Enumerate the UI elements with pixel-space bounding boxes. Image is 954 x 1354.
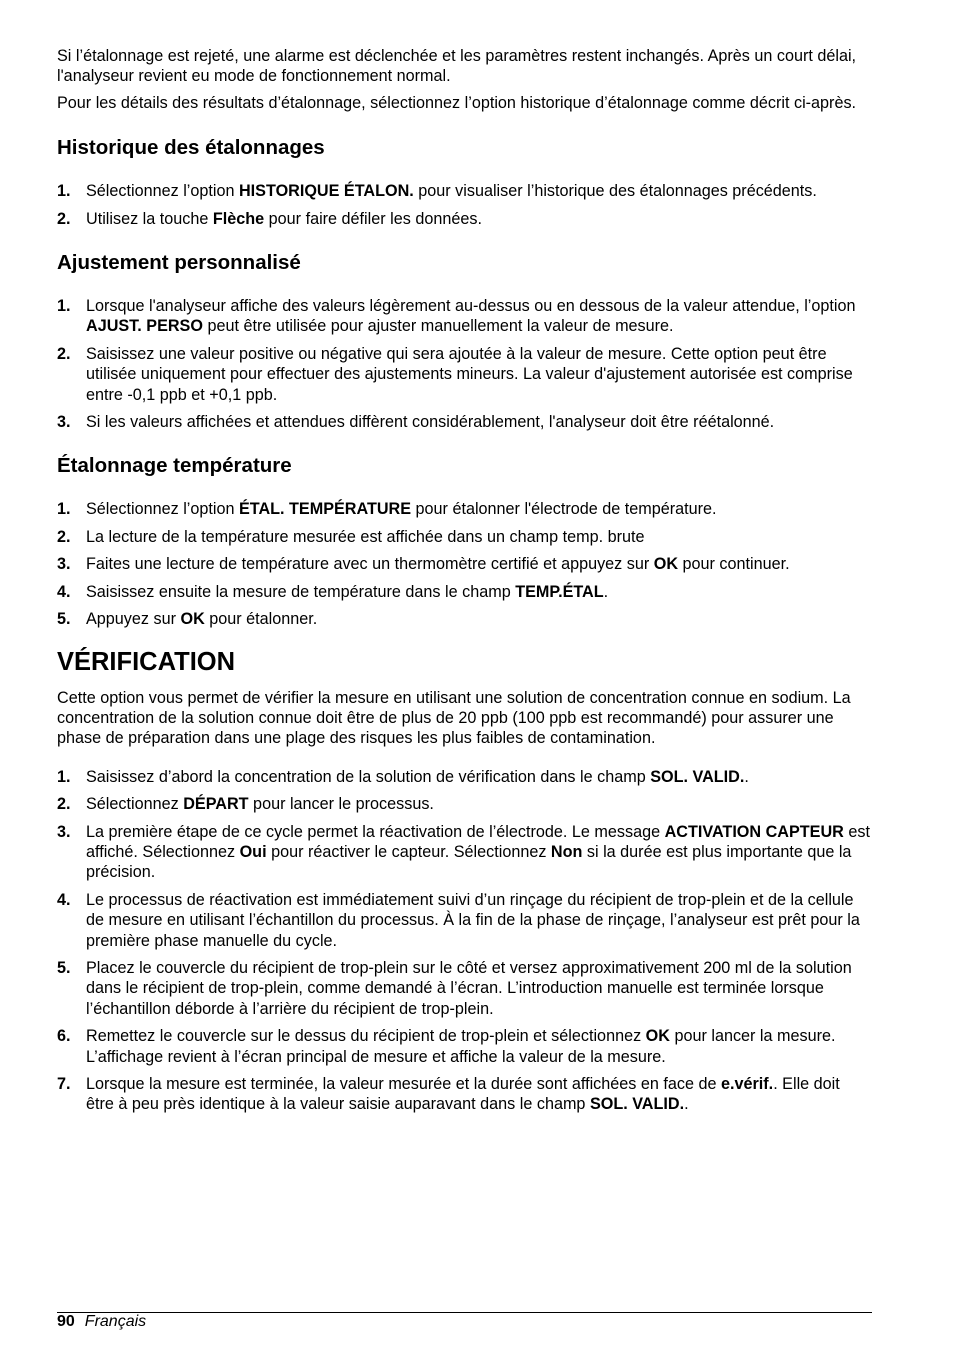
list-item: 4. Le processus de réactivation est immédiatement suivi d’un rinçage du récipient de trop-plein et de la cellule de mesure en utilisant l’échantillon du processus. À la fin de la phase de rinçage, l’analyseur est prêt pour la première phase manuelle du cycle. — [57, 890, 860, 950]
section-title-verification: VÉRIFICATION — [57, 647, 236, 676]
intro-paragraph-2: Pour les détails des résultats d’étalonnage, sélectionnez l’option historique d’étalonnage comme décrit ci-après. — [57, 93, 857, 112]
list-item: 5. Appuyez sur OK pour étalonner. — [57, 610, 318, 629]
verification-paragraph: Cette option vous permet de vérifier la mesure en utilisant une solution de concentration connue en sodium. La concentration de la solution connue doit être de plus de 20 ppb (100 ppb est recommandé) pour assurer une phase de préparation dans une plage des risques les plus faibles de contamination. — [57, 688, 851, 748]
list-item: 5. Placez le couvercle du récipient de trop-plein sur le côté et versez approximativement 200 ml de la solution dans le récipient de trop-plein, comme demandé à l’écran. L’introduction manuelle est terminée lorsque l’échantillon déborde à l’arrière du récipient de trop-plein. — [57, 958, 852, 1018]
section-heading-historique: Historique des étalonnages — [57, 136, 325, 160]
list-item: 2. La lecture de la température mesurée est affichée dans un champ temp. brute — [57, 527, 645, 546]
list-item: 2. Sélectionnez DÉPART pour lancer le processus. — [57, 795, 434, 814]
section-heading-ajustement: Ajustement personnalisé — [57, 251, 301, 275]
intro-paragraph-1: Si l’étalonnage est rejeté, une alarme est déclenchée et les paramètres restent inchangés. Après un court délai, l'analyseur revient eu mode de fonctionnement normal. — [57, 47, 857, 86]
footer-divider — [57, 1312, 872, 1313]
list-item: 1. Saisissez d’abord la concentration de la solution de vérification dans le champ SOL. VALID.. — [57, 767, 749, 786]
list-item: 1. Sélectionnez l’option HISTORIQUE ÉTALON. pour visualiser l’historique des étalonnages précédents. — [57, 182, 817, 201]
list-item: 1. Sélectionnez l’option ÉTAL. TEMPÉRATURE pour étalonner l'électrode de température. — [57, 500, 717, 519]
list-item: 3. La première étape de ce cycle permet la réactivation de l’électrode. Le message ACTIVATION CAPTEUR est affiché. Sélectionnez Oui pour réactiver le capteur. Sélectionnez Non si la durée est plus importante que la précision. — [57, 822, 870, 882]
list-item: 3. Faites une lecture de température avec un thermomètre certifié et appuyez sur OK pour continuer. — [57, 555, 790, 574]
verification-steps — [57, 767, 871, 1115]
footer-language: Français — [84, 1313, 147, 1330]
list-item: 7. Lorsque la mesure est terminée, la valeur mesurée et la durée sont affichées en face de e.vérif.. Elle doit être à peu près identique à la valeur saisie auparavant dans le champ SOL. VALID.. — [57, 1075, 840, 1114]
historique-steps — [57, 181, 871, 229]
temperature-steps — [57, 499, 871, 629]
page-number: 90 — [57, 1313, 75, 1330]
list-item: 3. Si les valeurs affichées et attendues diffèrent considérablement, l'analyseur doit être réétalonné. — [57, 413, 775, 432]
list-item: 2. Utilisez la touche Flèche pour faire défiler les données. — [57, 209, 482, 228]
page-footer — [57, 1312, 146, 1332]
list-item: 6. Remettez le couvercle sur le dessus du récipient de trop-plein et sélectionnez OK pour lancer la mesure. L’affichage revient à l’écran principal de mesure et affiche la valeur de la mesure. — [57, 1027, 836, 1066]
page-content — [57, 46, 871, 1122]
ajustement-steps — [57, 296, 871, 432]
section-heading-temperature: Étalonnage température — [57, 454, 292, 478]
list-item: 1. Lorsque l'analyseur affiche des valeurs légèrement au-dessus ou en dessous de la valeur attendue, l’option AJUST. PERSO peut être utilisée pour ajuster manuellement la valeur de mesure. — [57, 297, 856, 336]
list-item: 4. Saisissez ensuite la mesure de température dans le champ TEMP.ÉTAL. — [57, 582, 609, 601]
list-item: 2. Saisissez une valeur positive ou négative qui sera ajoutée à la valeur de mesure. Cette option peut être utilisée uniquement pour effectuer des ajustements mineurs. La valeur d'ajustement autorisée est comprise entre -0,1 ppb et +0,1 ppb. — [57, 344, 853, 404]
